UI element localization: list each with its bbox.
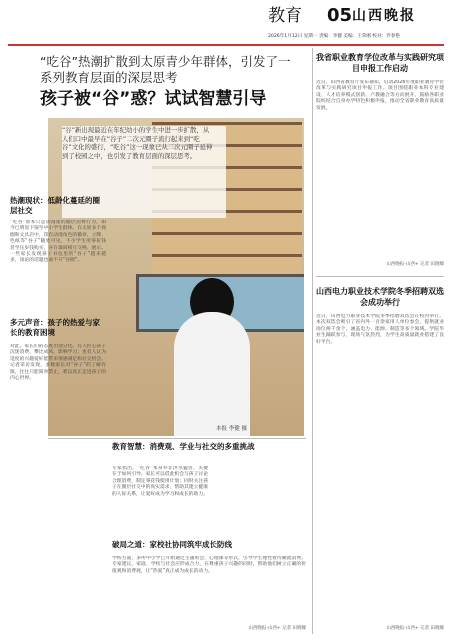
dateline: 2026年1月12日 星期一 责编：李健 美编：王荣刚 校对：乔春艳 <box>268 34 400 39</box>
col1-text-1: “吃谷”原本只是动漫迷的圈层消费行为，如今已明显下探至中小学生群体。在太原多个商圈和文具店中，印有动漫角色的徽章、立牌、色纸等“谷子”随处可见，不少学生用零花钱甚至压岁钱购买，并在课间相互交换、展示。一些家长发现孩子书包里的“谷子”越来越多，谈论的话题也离不开“谷圈”。 <box>10 220 106 264</box>
col1-subhead-1: 热潮现状：低龄化蔓延的圈层社交 <box>10 196 100 215</box>
right-article-2-text: 近日，山西电力职业技术学院冬季招聘双选会在校内举行。本次双选会吸引了省内外一百余家用人单位参会，提供就业岗位两千余个，涵盖电力、能源、制造等多个领域。学院毕业生踊跃参与，现场气氛热烈，为学生高质量就业搭建了良好平台。 <box>316 314 444 345</box>
col1-text-2: 对此，家长们的态度出现分化。有人担心孩子沉迷消费、攀比成风，影响学习；也有人认为适度的兴趣爱好能带来情感满足和社交机会。记者采访发现，多数家长对“谷子”的了解有限，往往只能简单禁止，难以真正走进孩子的内心世界。 <box>10 344 106 382</box>
article-kicker: “吃谷”热潮扩散到太原青少年群体，引发了一系列教育层面的深层思考 <box>40 54 291 85</box>
right-divider <box>316 276 444 277</box>
col2-subhead-1: 教育智慧：消费观、学业与社交的多重挑战 <box>112 442 255 451</box>
right-article-1-title: 我省职业教育学位改革与实践研究项目申报工作启动 <box>316 53 444 73</box>
page-number: 05 <box>327 5 353 26</box>
article-headline: 孩子被“谷”惑？试试智慧引导 <box>40 89 267 109</box>
right-article-2-credit: 山西晚报·山西+ 记者 田晓臻 <box>386 626 444 631</box>
photo-caption: 本报 李健 摄 <box>216 426 247 432</box>
section-divider <box>48 438 306 439</box>
col2-subhead-2: 破局之道：家校社协同筑牢成长防线 <box>112 540 232 549</box>
col2-text-2: 学校方面，多所中小学已开始通过主题班会、心理课等形式，引导学生理性看待潮流消费。专家建议，家庭、学校与社会应形成合力，在尊重孩子兴趣的同时，帮助他们树立正确的价值观和消费观，让“热爱”真正成为成长的动力。 <box>112 556 306 574</box>
column-rule <box>312 48 313 634</box>
right-article-1-credit: 山西晚报·山西+ 记者 田晓臻 <box>386 262 444 267</box>
col2-credit: 山西晚报·山西+ 记者 田晓臻 <box>248 626 306 631</box>
masthead-rule <box>8 44 444 46</box>
col2-text-1: 专家指出，“吃谷”本身并非洪水猛兽，关键在于如何引导。家长可以借此机会与孩子讨论合理消费，制定零花钱使用计划；同时关注孩子在圈层社交中的真实需求，帮助其建立健康的人际关系，让爱好成为学习和成长的助力。 <box>112 466 208 497</box>
newspaper-logo: 山西晚报 <box>352 5 444 27</box>
right-article-2-title: 山西电力职业技术学院冬季招聘双选会成功举行 <box>316 287 444 307</box>
right-article-1-text: 近日，山西省教育厅发布通知，启动2026年度职业教育学位改革与实践研究项目申报工作。项目围绕职业本科专业建设、人才培养模式创新、产教融合等方向展开，鼓励各职业院校结合自身办学特色积极申报，推动全省职业教育高质量发展。 <box>316 80 444 111</box>
col1-subhead-2: 多元声音：孩子的热爱与家长的教育困境 <box>10 318 100 337</box>
section-name: 教育 <box>268 6 302 26</box>
photo-person <box>174 312 250 436</box>
article-summary: “谷”新出现最近在年纪幼小的学生中进一步扩散，从人们口中最早在“谷子”二次元圈子流行起来到“吃谷”文化的盛行，“吃谷”这一现象已从二次元圈子延伸到了校园之中，也引发了教育层面的深层思考。 <box>62 126 213 160</box>
